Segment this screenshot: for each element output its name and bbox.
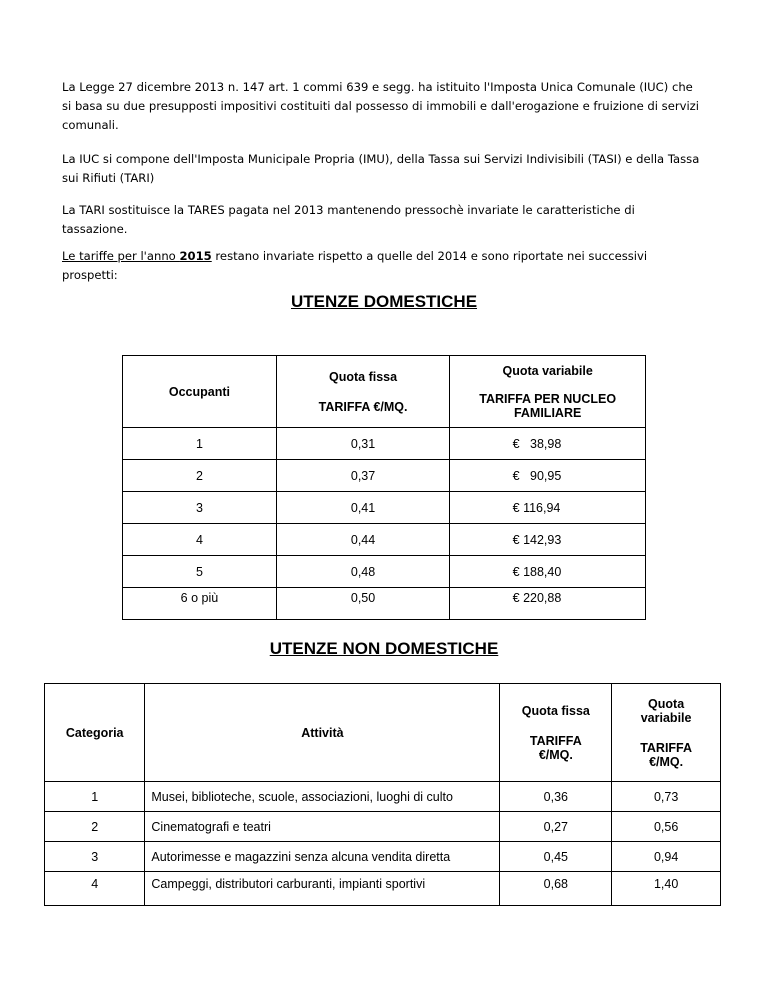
cell-quota-variabile-value: € 38,98 (512, 436, 562, 451)
cell-quota-fissa: 0,45 (500, 842, 612, 872)
domestic-table (122, 355, 646, 620)
header-quota-fissa-label: Quota fissa (521, 703, 590, 718)
header-quota-variabile-label: Quota variabile (640, 696, 692, 725)
domestic-heading: UTENZE DOMESTICHE (290, 292, 478, 311)
non-domestic-heading: UTENZE NON DOMESTICHE (269, 639, 499, 658)
table-row (123, 556, 646, 588)
cell-quota-variabile-value: € 220,88 (512, 591, 562, 605)
cell-quota-variabile (450, 556, 646, 588)
cell-attivita: Campeggi, distributori carburanti, impianti sportivi (145, 872, 500, 906)
cell-quota-fissa: 0,41 (276, 492, 449, 524)
cell-quota-variabile: 0,73 (612, 782, 721, 812)
cell-quota-fissa: 0,68 (500, 872, 612, 906)
table-row (123, 460, 646, 492)
intro-paragraph-2: La IUC si compone dell'Imposta Municipale Propria (IMU), della Tassa sui Servizi Indivisibili (TASI) e della Tassa sui Rifiuti (TARI) (62, 152, 700, 185)
cell-occupanti: 1 (123, 428, 277, 460)
cell-categoria: 1 (45, 782, 145, 812)
cell-quota-fissa: 0,44 (276, 524, 449, 556)
table-row (123, 492, 646, 524)
intro-paragraph-4-rest: restano invariate rispetto a quelle del 2014 e sono riportate nei successivi prospetti: (62, 249, 648, 282)
table-row (123, 428, 646, 460)
intro-paragraph-4-lead: Le tariffe per l'anno (62, 249, 180, 263)
intro-year: 2015 (179, 249, 212, 263)
header-attivita: Attività (145, 684, 500, 782)
cell-quota-variabile-value: € 90,95 (512, 468, 562, 483)
cell-quota-variabile: 1,40 (612, 872, 721, 906)
cell-quota-variabile (450, 460, 646, 492)
table-row (45, 812, 721, 842)
cell-occupanti: 4 (123, 524, 277, 556)
header-quota-variabile-label: Quota variabile (502, 363, 593, 378)
header-quota-fissa-sub: TARIFFA €/MQ. (529, 733, 582, 762)
cell-quota-variabile (450, 524, 646, 556)
cell-categoria: 3 (45, 842, 145, 872)
cell-quota-fissa: 0,36 (500, 782, 612, 812)
cell-quota-fissa: 0,37 (276, 460, 449, 492)
cell-quota-variabile: 0,56 (612, 812, 721, 842)
cell-quota-fissa: 0,27 (500, 812, 612, 842)
header-occupanti: Occupanti (123, 356, 277, 428)
cell-attivita: Musei, biblioteche, scuole, associazioni, luoghi di culto (145, 782, 500, 812)
header-quota-fissa (500, 684, 612, 782)
cell-attivita: Autorimesse e magazzini senza alcuna vendita diretta (145, 842, 500, 872)
header-quota-fissa (276, 356, 449, 428)
cell-quota-fissa: 0,31 (276, 428, 449, 460)
header-categoria: Categoria (45, 684, 145, 782)
header-quota-fissa-sub: TARIFFA €/MQ. (318, 399, 408, 414)
table-row (45, 842, 721, 872)
cell-quota-variabile (450, 492, 646, 524)
cell-occupanti: 6 o più (123, 588, 277, 620)
cell-quota-variabile-value: € 116,94 (512, 500, 561, 515)
cell-quota-variabile-value: € 188,40 (512, 564, 562, 579)
table-row (123, 524, 646, 556)
cell-occupanti: 2 (123, 460, 277, 492)
table-row (45, 782, 721, 812)
cell-categoria: 4 (45, 872, 145, 906)
cell-quota-fissa: 0,48 (276, 556, 449, 588)
header-quota-variabile (612, 684, 721, 782)
intro-paragraph-1: La Legge 27 dicembre 2013 n. 147 art. 1 commi 639 e segg. ha istituito l'Imposta Unica Comunale (IUC) che si basa su due presupposti impositivi costituiti dal possesso di immobili e dall'erogazione e fruizione di servizi comunali. (62, 80, 699, 132)
cell-quota-variabile (450, 588, 646, 620)
table-row (123, 588, 646, 620)
cell-attivita: Cinematografi e teatri (145, 812, 500, 842)
cell-quota-variabile-value: € 142,93 (512, 532, 562, 547)
non-domestic-table (44, 683, 721, 906)
header-quota-variabile (450, 356, 646, 428)
cell-quota-variabile (450, 428, 646, 460)
intro-paragraph-4 (62, 247, 702, 285)
intro-paragraph-3: La TARI sostituisce la TARES pagata nel 2013 mantenendo pressochè invariate le caratteristiche di tassazione. (62, 203, 635, 236)
header-quota-variabile-sub: TARIFFA €/MQ. (640, 740, 693, 769)
table-row (45, 872, 721, 906)
cell-quota-fissa: 0,50 (276, 588, 449, 620)
cell-categoria: 2 (45, 812, 145, 842)
cell-occupanti: 3 (123, 492, 277, 524)
header-quota-variabile-sub: TARIFFA PER NUCLEO FAMILIARE (479, 391, 617, 420)
cell-occupanti: 5 (123, 556, 277, 588)
header-quota-fissa-label: Quota fissa (329, 369, 398, 384)
cell-quota-variabile: 0,94 (612, 842, 721, 872)
